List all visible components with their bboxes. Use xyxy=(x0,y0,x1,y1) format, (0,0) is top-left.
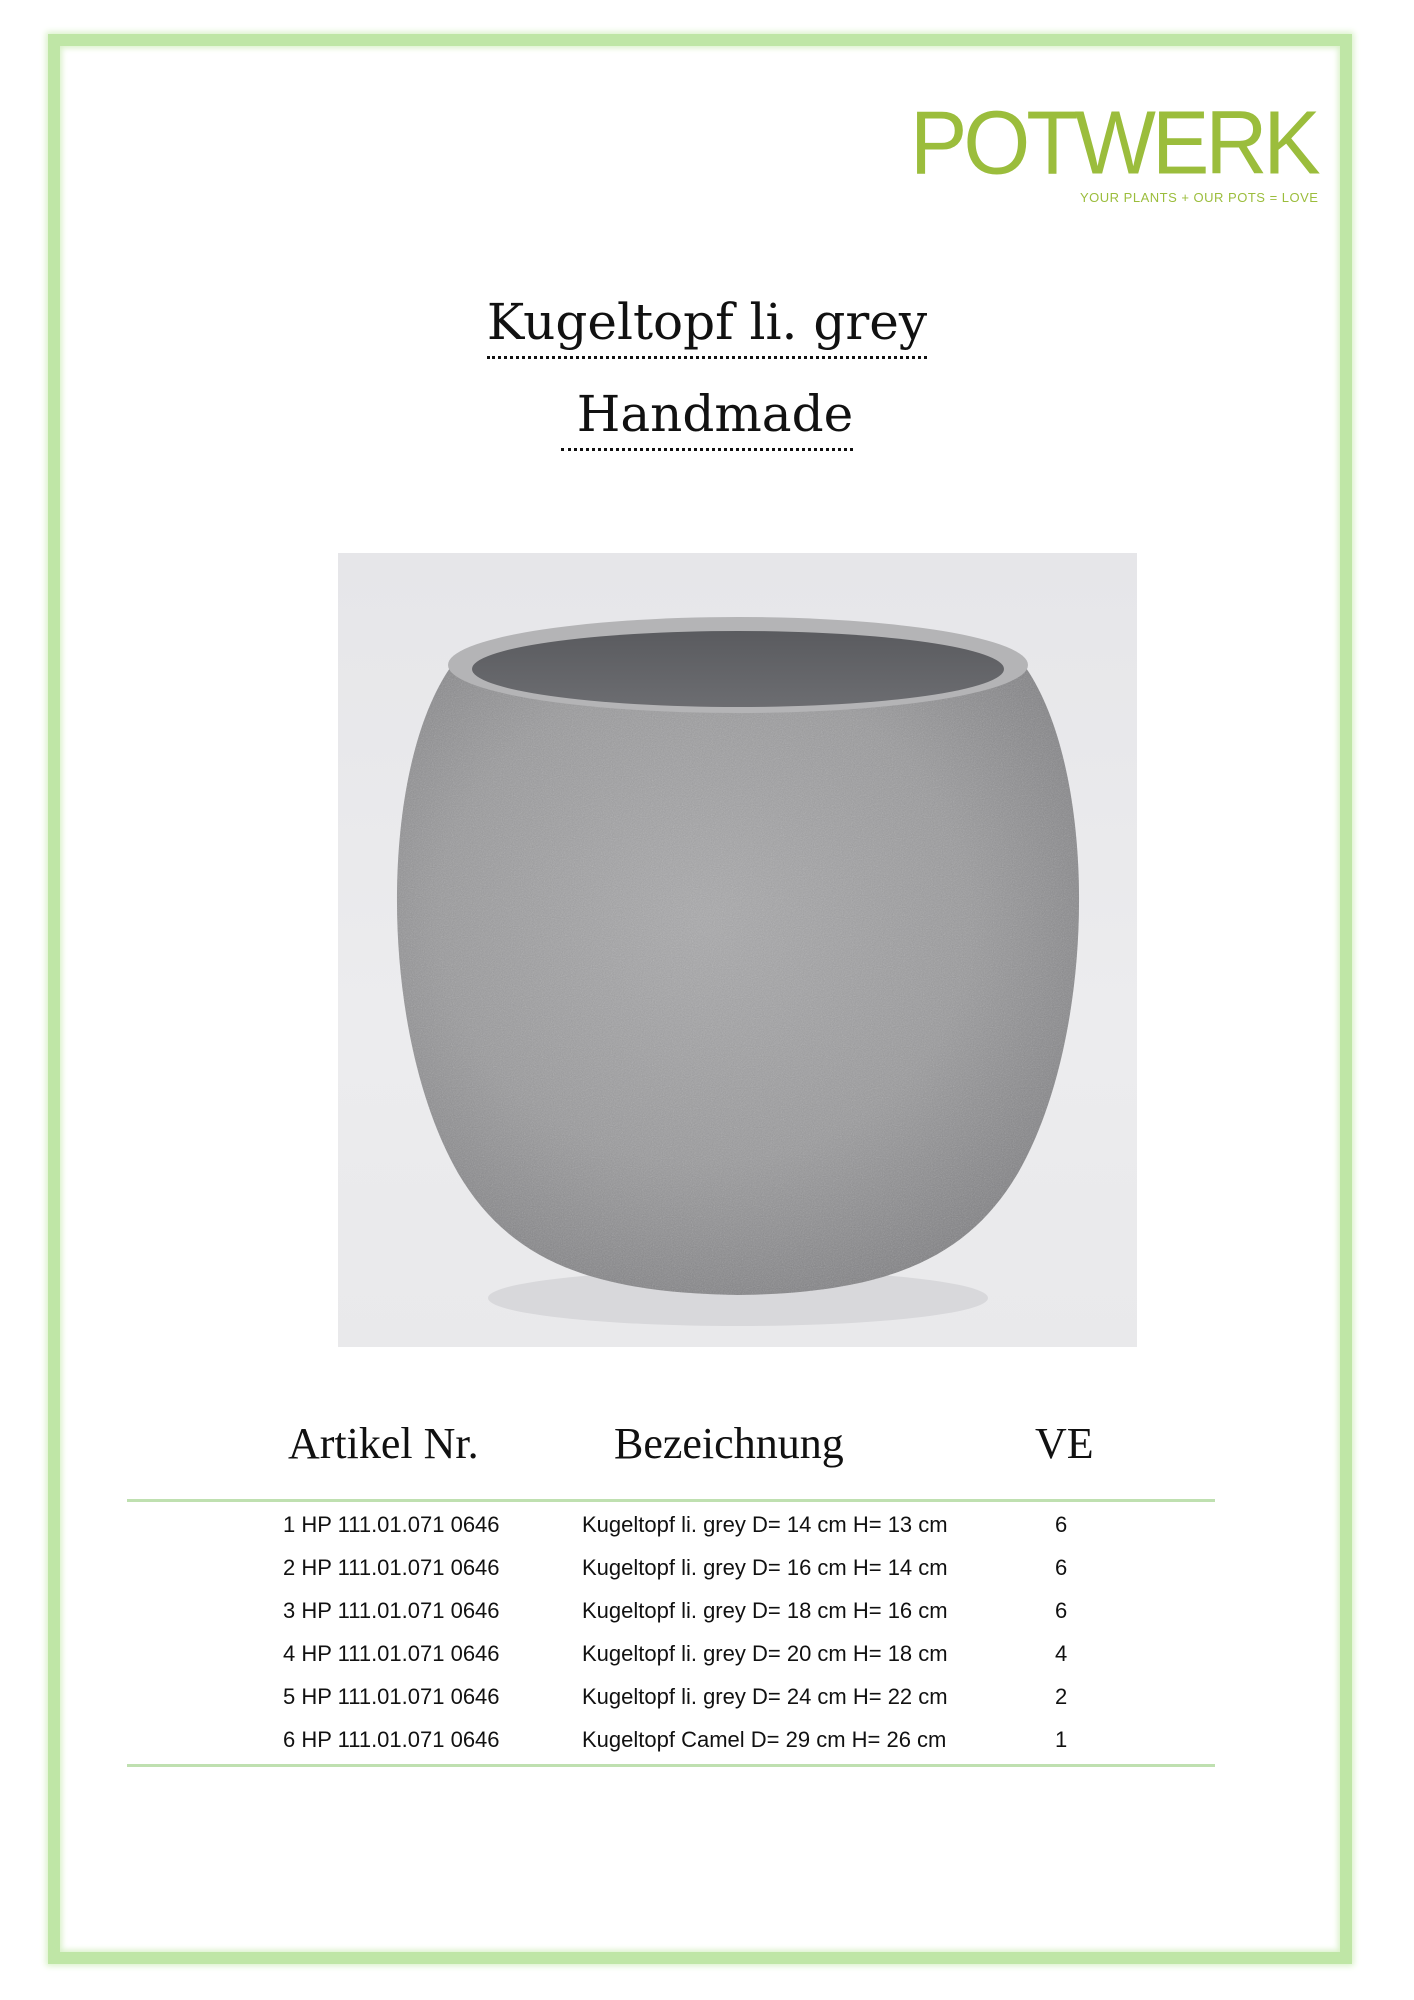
table-top-rule xyxy=(127,1499,1215,1502)
logo-wordmark: POTWERK xyxy=(910,92,1317,194)
article-number: 5 HP 111.01.071 0646 xyxy=(283,1684,500,1709)
table-row xyxy=(0,1641,1414,1684)
article-number: 4 HP 111.01.071 0646 xyxy=(283,1641,500,1666)
product-subtitle xyxy=(0,384,1414,451)
product-subtitle-text: Handmade xyxy=(561,384,853,451)
article-ve: 2 xyxy=(1055,1684,1068,1709)
article-number: 2 HP 111.01.071 0646 xyxy=(283,1555,500,1580)
article-number: 6 HP 111.01.071 0646 xyxy=(283,1727,500,1752)
article-number: 3 HP 111.01.071 0646 xyxy=(283,1598,500,1623)
table-row xyxy=(0,1684,1414,1727)
article-number: 1 HP 111.01.071 0646 xyxy=(283,1512,500,1537)
product-title xyxy=(0,292,1414,359)
product-title-text: Kugeltopf li. grey xyxy=(487,292,927,359)
table-bottom-rule xyxy=(127,1764,1215,1767)
product-photo xyxy=(338,553,1137,1347)
logo-tagline: YOUR PLANTS + OUR POTS = LOVE xyxy=(1080,190,1319,205)
table-row xyxy=(0,1512,1414,1555)
article-ve: 6 xyxy=(1055,1555,1068,1580)
article-description: Kugeltopf li. grey D= 14 cm H= 13 cm xyxy=(582,1512,948,1537)
article-ve: 6 xyxy=(1055,1512,1068,1537)
header-ve: VE xyxy=(1035,1419,1094,1468)
article-description: Kugeltopf li. grey D= 24 cm H= 22 cm xyxy=(582,1684,948,1709)
table-row xyxy=(0,1598,1414,1641)
article-ve: 1 xyxy=(1055,1727,1068,1752)
table-row xyxy=(0,1555,1414,1598)
article-description: Kugeltopf li. grey D= 20 cm H= 18 cm xyxy=(582,1641,948,1666)
article-description: Kugeltopf li. grey D= 18 cm H= 16 cm xyxy=(582,1598,948,1623)
article-ve: 4 xyxy=(1055,1641,1068,1666)
article-description: Kugeltopf Camel D= 29 cm H= 26 cm xyxy=(582,1727,947,1752)
header-artikel-nr: Artikel Nr. xyxy=(288,1419,479,1468)
pot-illustration xyxy=(338,553,1137,1347)
article-description: Kugeltopf li. grey D= 16 cm H= 14 cm xyxy=(582,1555,948,1580)
article-ve: 6 xyxy=(1055,1598,1068,1623)
potwerk-logo xyxy=(910,92,1319,216)
header-bezeichnung: Bezeichnung xyxy=(614,1419,844,1468)
table-header xyxy=(0,1418,1414,1478)
